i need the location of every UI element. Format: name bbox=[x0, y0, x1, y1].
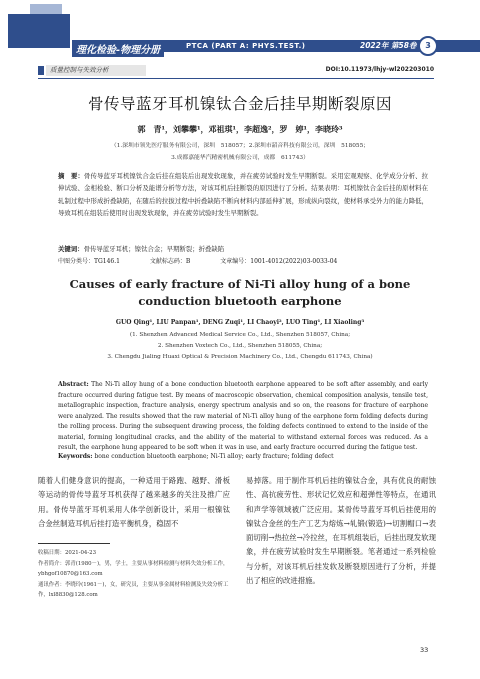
doi[interactable]: DOI:10.11973/lhjy-wl202203010 bbox=[325, 66, 434, 73]
body-column-2: 易掉落。用于制作耳机后挂的镍钛合金，具有优良的耐蚀性、高抗疲劳性、形状记忆效应和超弹性等特点，在通讯和声学等领域被广泛应用。某骨传导蓝牙耳机后挂使用的镍钛合金丝的生产工艺为熔炼→轧锻(锻造)→切割帽口→表面切削→热拉丝→冷拉丝，在耳机组装后，后挂出现发软现象，并在疲劳试验时发生早期断裂。笔者通过一系列检验与分析，对该耳机后挂发软及断裂原因进行了分析，并提出了相应的改进措施。 bbox=[246, 476, 436, 586]
keywords-en-text: bone conduction bluetooth earphone; Ni-Ti alloy; early fracture; folding defect bbox=[94, 453, 334, 460]
keywords-cn bbox=[58, 244, 428, 253]
page-title: 骨传导蓝牙耳机镍钛合金后挂早期断裂原因 bbox=[87, 95, 392, 113]
affiliation-en-1: (1. Shenzhen Advanced Medical Service Co., Ltd., Shenzhen 518057, China; bbox=[129, 332, 351, 338]
affiliation-en-3: 3. Chengdu Jialing Huaxi Optical & Precision Machinery Co., Ltd., Chengdu 611743, China) bbox=[107, 354, 373, 360]
journal-logo-shape bbox=[8, 14, 70, 48]
keywords-en-label: Keywords: bbox=[58, 453, 93, 460]
issue-number: 3 bbox=[418, 36, 438, 56]
footnote-rule bbox=[38, 543, 110, 544]
affiliation-en-2: 2. Shenzhen Voxtech Co., Ltd., Shenzhen 518055, China; bbox=[157, 343, 323, 349]
abstract-en bbox=[58, 380, 428, 454]
header-rule bbox=[38, 78, 434, 79]
affiliation-cn-2: 3.成都嘉能华汽精密机械有限公司，成都 611743） bbox=[171, 155, 309, 161]
journal-name: 理化检验-物理分册 bbox=[72, 40, 164, 57]
abstract-cn bbox=[58, 170, 428, 219]
keywords-cn-text: 骨传导蓝牙耳机；镍钛合金；早期断裂；折叠缺陷 bbox=[83, 245, 225, 253]
authors-en: GUO Qing¹, LIU Panpan¹, DENG Zuqi¹, LI Chaoyi², LUO Ting¹, LI Xiaoling³ bbox=[115, 319, 365, 326]
document-code: 文献标志码：B bbox=[149, 258, 191, 265]
abstract-cn-label: 摘 要： bbox=[58, 172, 84, 180]
abstract-en-text: The Ni-Ti alloy hung of a bone conduction bluetooth earphone appeared to be soft after assembly, and early fracture occurred during fatigue test. By means of macroscopic observation, chemical composition analysis, tensile test, metallographic inspection, fracture analysis, energy spectrum analysis and so on, the reasons for fracture of earphone were analyzed. The results showed that the raw material of Ni-Ti alloy hung of the earphone form folding defects during the rolling process. During the subsequent drawing process, the folding defects continued to extend to the inside of the material, forming longitudinal cracks, and the ability of the material to withstand external forces was reduced. As a result, the earphone hung appeared to be soft when it was in use, and early fracture occurred during the fatigue test. bbox=[58, 381, 428, 451]
title-en: Causes of early fracture of Ni-Ti alloy hung of a bone conduction bluetooth earphone bbox=[69, 277, 411, 308]
footnote-received: 收稿日期：2021-04-23 bbox=[38, 550, 97, 556]
article-number: 文章编号：1001-4012(2022)03-0033-04 bbox=[220, 258, 338, 265]
page-number: 33 bbox=[420, 646, 429, 654]
section-tag: 质量控制与失效分析 bbox=[46, 65, 146, 76]
authors-cn: 郭 青¹，刘攀攀¹，邓祖琪¹，李超逸²，罗 婷¹，李晓玲³ bbox=[137, 124, 343, 134]
footnote-corresponding: 通讯作者：李晓玲(1961－)，女，研究员，主要从事金属材料检测及失效分析工作，lxl8830@128.com bbox=[38, 582, 229, 598]
journal-english-name: PTCA (PART A: PHYS.TEST.) bbox=[186, 42, 306, 50]
body-column-1: 随着人们健身意识的提高，一种适用于路跑、越野、滑板等运动的骨传导蓝牙耳机获得了越来越多的关注及推广应用。骨传导蓝牙耳机采用人体学创新设计，采用一根镍钛合金丝制造耳机后挂打造平衡机身，稳固不 bbox=[38, 476, 230, 528]
footnote-author: 作者简介：郭青(1980－)，男，学士，主要从事材料检测与材料失效分析工作，ybhgof10870@163.com bbox=[38, 561, 229, 577]
volume-info: 2022年 第58卷 bbox=[360, 41, 417, 50]
section-marker bbox=[38, 66, 44, 75]
abstract-en-label: Abstract: bbox=[58, 381, 89, 388]
affiliation-cn-1: （1.深圳市领先医疗服务有限公司，深圳 518057；2.深圳市韶音科技有限公司，深圳 518055； bbox=[110, 143, 370, 149]
keywords-cn-label: 关键词： bbox=[58, 245, 84, 253]
clc-number: 中图分类号：TG146.1 bbox=[58, 258, 120, 265]
abstract-cn-text: 骨传导蓝牙耳机镍钛合金后挂在组装后出现发软现象，并在疲劳试验时发生早期断裂。采用宏观观察、化学成分分析、拉伸试验、金相检验、断口分析及能谱分析等方法，对该耳机后挂断裂的原因进行了分析。结果表明：耳机镍钛合金后挂的原材料在轧制过程中形成折叠缺陷，在随后的拉拔过程中折叠缺陷不断向材料内部延伸扩展，形成纵向裂纹，使材料承受外力的能力降低，导致耳机在组装后使用时出现发软现象，并在疲劳试验时发生早期断裂。 bbox=[58, 172, 429, 217]
classification-info bbox=[58, 256, 428, 265]
keywords-en bbox=[58, 453, 428, 460]
